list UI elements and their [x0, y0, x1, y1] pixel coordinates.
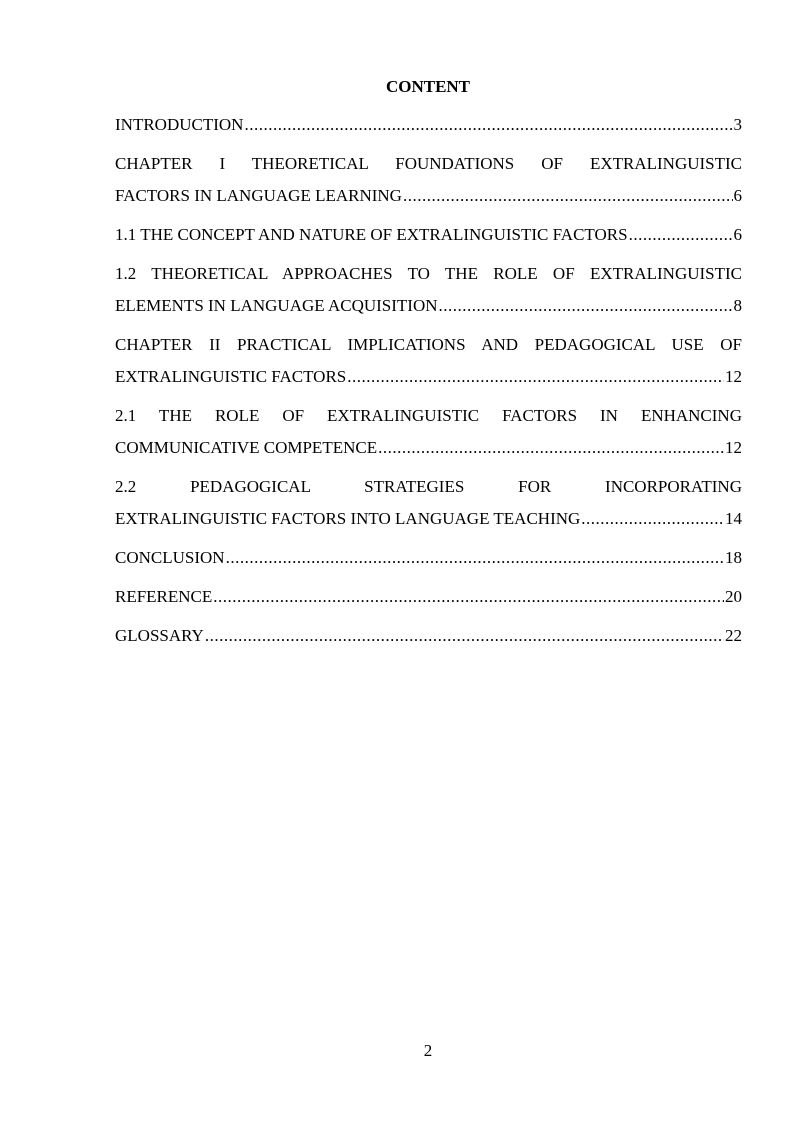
toc-entry-line	[115, 542, 742, 574]
toc-entry-chapter-1[interactable]	[115, 148, 742, 212]
dot-leader	[403, 180, 733, 212]
dot-leader	[581, 503, 724, 535]
dot-leader	[378, 432, 724, 464]
toc-entry-heading: CHAPTER II PRACTICAL IMPLICATIONS AND PEDAGOGICAL USE OF	[115, 335, 742, 354]
toc-entry-page: 18	[725, 548, 742, 567]
toc-entry-page: 20	[725, 587, 742, 606]
toc-entry-glossary[interactable]	[115, 620, 742, 652]
toc-entry-heading: CHAPTER I THEORETICAL FOUNDATIONS OF EXTRALINGUISTIC	[115, 154, 742, 173]
toc-entry-line	[115, 620, 742, 652]
toc-entry-label: COMMUNICATIVE COMPETENCE	[115, 438, 378, 457]
toc-entry-page: 6	[733, 225, 742, 244]
dot-leader	[213, 581, 724, 613]
toc-entry-line	[115, 219, 742, 251]
toc-entry-heading: 1.2 THEORETICAL APPROACHES TO THE ROLE OF EXTRALINGUISTIC	[115, 264, 742, 283]
dot-leader	[629, 219, 733, 251]
toc-entry-2-1[interactable]	[115, 400, 742, 464]
toc-entry-label: REFERENCE	[115, 587, 213, 606]
table-of-contents	[115, 109, 742, 659]
toc-entry-line	[115, 432, 742, 464]
toc-entry-2-2[interactable]	[115, 471, 742, 535]
toc-entry-page: 3	[733, 115, 742, 134]
toc-entry-label: 1.1 THE CONCEPT AND NATURE OF EXTRALINGUISTIC FACTORS	[115, 225, 628, 244]
toc-entry-page: 22	[725, 626, 742, 645]
page-number: 2	[423, 1041, 433, 1060]
toc-entry-line	[115, 361, 742, 393]
toc-entry-label: GLOSSARY	[115, 626, 204, 645]
toc-entry-page: 12	[725, 367, 742, 386]
toc-entry-line	[115, 290, 742, 322]
dot-leader	[226, 542, 724, 574]
toc-entry-1-1[interactable]	[115, 219, 742, 251]
toc-entry-chapter-2[interactable]	[115, 329, 742, 393]
toc-entry-heading: 2.2 PEDAGOGICAL STRATEGIES FOR INCORPORATING	[115, 477, 742, 496]
toc-entry-label: EXTRALINGUISTIC FACTORS INTO LANGUAGE TEACHING	[115, 509, 581, 528]
toc-entry-label: CONCLUSION	[115, 548, 225, 567]
dot-leader	[439, 290, 733, 322]
dot-leader	[244, 109, 732, 141]
toc-entry-line	[115, 109, 742, 141]
toc-entry-conclusion[interactable]	[115, 542, 742, 574]
toc-entry-page: 8	[733, 296, 742, 315]
toc-entry-page: 12	[725, 438, 742, 457]
toc-entry-label: ELEMENTS IN LANGUAGE ACQUISITION	[115, 296, 438, 315]
toc-entry-1-2[interactable]	[115, 258, 742, 322]
toc-entry-label: EXTRALINGUISTIC FACTORS	[115, 367, 347, 386]
toc-entry-page: 6	[733, 186, 742, 205]
toc-entry-reference[interactable]	[115, 581, 742, 613]
toc-entry-line	[115, 503, 742, 535]
toc-entry-page: 14	[725, 509, 742, 528]
toc-entry-introduction[interactable]	[115, 109, 742, 141]
dot-leader	[205, 620, 724, 652]
toc-entry-label: INTRODUCTION	[115, 115, 244, 134]
toc-entry-label: FACTORS IN LANGUAGE LEARNING	[115, 186, 402, 205]
page-title: CONTENT	[385, 77, 471, 96]
toc-entry-line	[115, 180, 742, 212]
dot-leader	[347, 361, 724, 393]
toc-entry-heading: 2.1 THE ROLE OF EXTRALINGUISTIC FACTORS IN ENHANCING	[115, 406, 742, 425]
toc-entry-line	[115, 581, 742, 613]
